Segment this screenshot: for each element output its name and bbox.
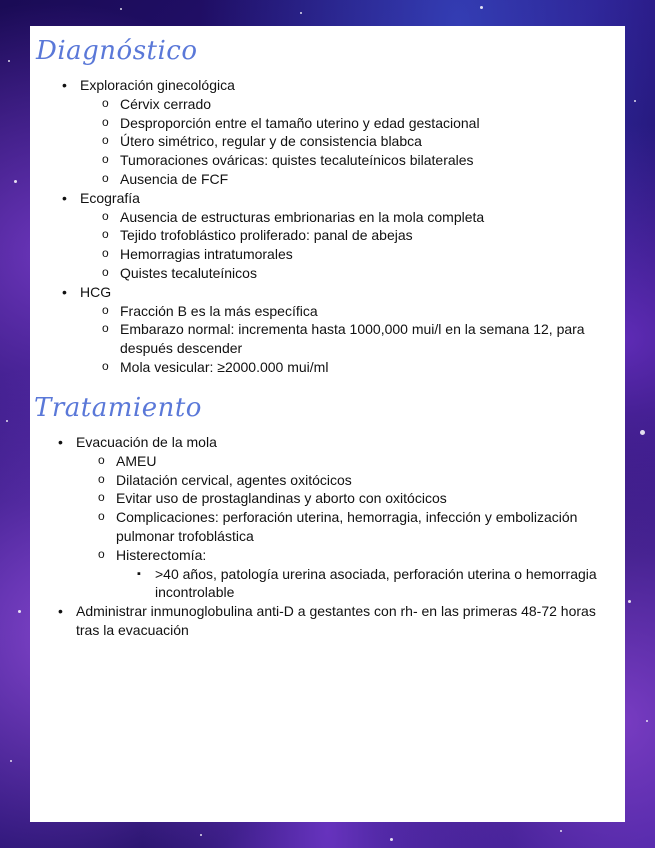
list-item [120,358,610,377]
item-label: • Evacuación de la mola [76,433,601,452]
list-item [80,189,610,283]
subitem-label: o Ausencia de FCF [120,170,610,189]
item-label: • Ecografía [80,189,610,208]
list-item [120,320,610,358]
list-item [155,565,601,603]
list-item [120,208,610,227]
subitem-label: o Embarazo normal: incrementa hasta 1000,000 mui/l en la semana 12, para después descender [120,320,610,358]
subsubitem-label: ▪ >40 años, patología urerina asociada, perforación uterina o hemorragia incontrolable [155,565,601,603]
list-item [76,433,601,602]
subsublist [116,565,601,603]
subitem-label: o Mola vesicular: ≥2000.000 mui/ml [120,358,610,377]
list-item [116,452,601,471]
list-item [120,95,610,114]
subitem-label: o Quistes tecaluteínicos [120,264,610,283]
list-item [80,283,610,377]
subitem-label: o Fracción B es la más específica [120,302,610,321]
subitem-label: o Histerectomía: [116,546,601,565]
item-label: • HCG [80,283,610,302]
list-item [116,489,601,508]
subitem-label: o Evitar uso de prostaglandinas y aborto con oxitócicos [116,489,601,508]
list-item [116,508,601,546]
subitem-label: o Desproporción entre el tamaño uterino y edad gestacional [120,114,610,133]
list-item [120,245,610,264]
list-item [80,76,610,189]
diagnostico-list [30,76,610,377]
item-label: • Administrar inmunoglobulina anti-D a gestantes con rh- en las primeras 48-72 horas tras la evacuación [76,602,601,640]
sublist [80,302,610,377]
list-item [120,114,610,133]
diagnostico-section [30,76,610,377]
sublist [80,95,610,189]
list-item [120,170,610,189]
sublist [76,452,601,602]
list-item [120,132,610,151]
list-item [120,264,610,283]
subitem-label: o Hemorragias intratumorales [120,245,610,264]
tratamiento-heading: Tratamiento [34,393,202,423]
subitem-label: o Complicaciones: perforación uterina, hemorragia, infección y embolización pulmonar trofoblástica [116,508,601,546]
item-label: • Exploración ginecológica [80,76,610,95]
diagnostico-heading: Diagnóstico [36,36,198,66]
tratamiento-section [26,433,601,640]
sublist [80,208,610,283]
tratamiento-list [26,433,601,640]
subitem-label: o Tejido trofoblástico proliferado: panal de abejas [120,226,610,245]
document-page [30,26,625,822]
subitem-label: o Cérvix cerrado [120,95,610,114]
subitem-label: o Dilatación cervical, agentes oxitócicos [116,471,601,490]
list-item [120,151,610,170]
subitem-label: o Ausencia de estructuras embrionarias en la mola completa [120,208,610,227]
list-item [116,471,601,490]
list-item [76,602,601,640]
list-item [116,546,601,602]
list-item [120,226,610,245]
subitem-label: o Útero simétrico, regular y de consistencia blabca [120,132,610,151]
list-item [120,302,610,321]
subitem-label: o Tumoraciones ováricas: quistes tecaluteínicos bilaterales [120,151,610,170]
subitem-label: o AMEU [116,452,601,471]
